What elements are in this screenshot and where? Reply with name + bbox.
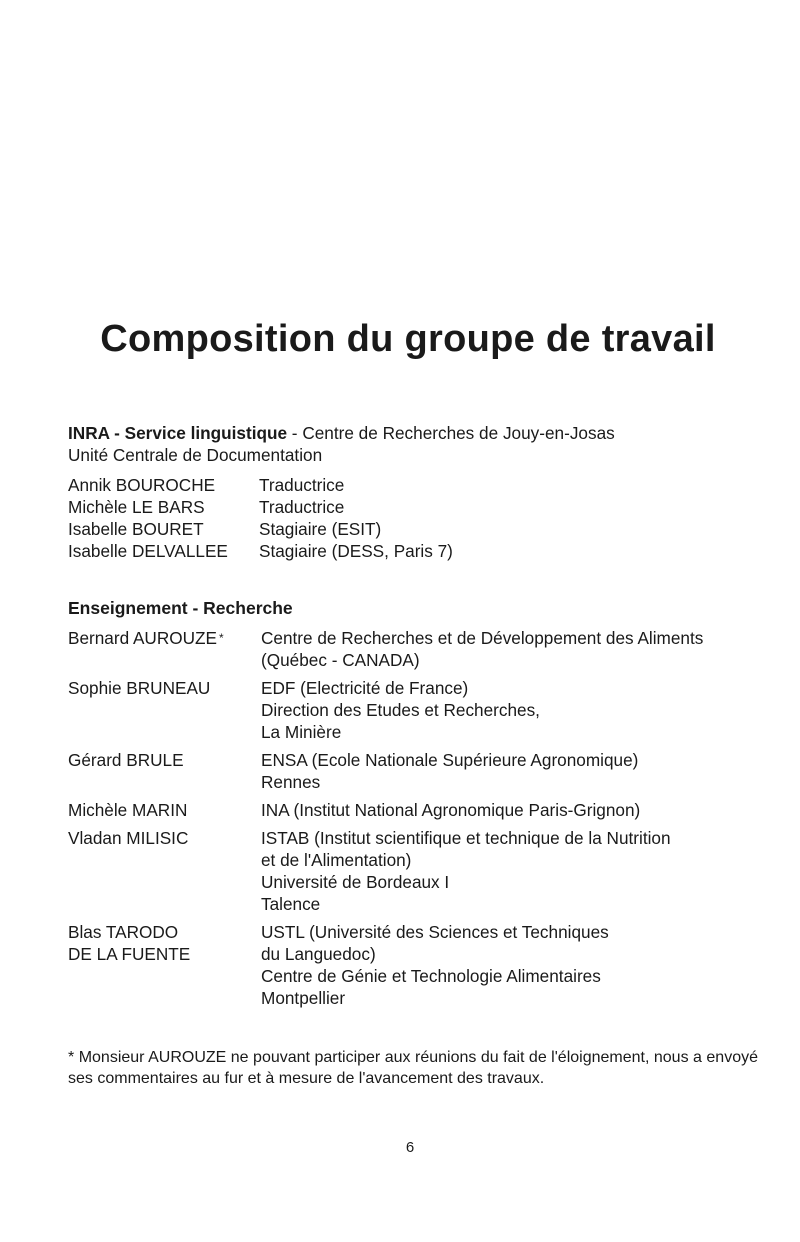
inra-service: Service linguistique xyxy=(124,423,288,443)
member-name-line: Sophie BRUNEAU xyxy=(68,678,211,698)
affiliation-line: La Minière xyxy=(261,722,342,742)
enseignement-title: Enseignement - Recherche xyxy=(68,598,293,618)
staff-role: Traductrice xyxy=(259,497,345,517)
member-name-line: Vladan MILISIC xyxy=(68,828,189,848)
member-name-line: Bernard AUROUZE xyxy=(68,628,218,648)
member-affiliation xyxy=(261,677,540,743)
member-row xyxy=(68,677,768,743)
footnote: * Monsieur AUROUZE ne pouvant participer aux réunions du fait de l'éloignement, nous a envoyé ses commentaires au fur et à mesure de l'avancement des travaux. xyxy=(68,1049,758,1087)
affiliation-line: ENSA (Ecole Nationale Supérieure Agronomique) xyxy=(261,750,639,770)
inra-section xyxy=(68,422,758,562)
staff-row xyxy=(68,496,758,518)
affiliation-line: Université de Bordeaux I xyxy=(261,872,450,892)
member-name xyxy=(68,921,261,1009)
staff-role: Stagiaire (DESS, Paris 7) xyxy=(259,541,453,561)
inra-centre: Centre de Recherches de Jouy-en-Josas xyxy=(302,423,615,443)
member-row xyxy=(68,799,768,821)
inra-unit: Unité Centrale de Documentation xyxy=(68,445,323,465)
affiliation-line: Rennes xyxy=(261,772,321,792)
member-row xyxy=(68,627,768,671)
affiliation-line: EDF (Electricité de France) xyxy=(261,678,469,698)
member-affiliation xyxy=(261,799,640,821)
affiliation-line: Centre de Génie et Technologie Alimentaires xyxy=(261,966,601,986)
staff-row xyxy=(68,474,758,496)
member-name xyxy=(68,827,261,915)
inra-sep-1: - xyxy=(109,423,125,443)
member-name xyxy=(68,749,261,793)
staff-name: Michèle LE BARS xyxy=(68,497,205,517)
member-row xyxy=(68,921,768,1009)
affiliation-line: Talence xyxy=(261,894,321,914)
affiliation-line: USTL (Université des Sciences et Techniques xyxy=(261,922,609,942)
staff-role: Traductrice xyxy=(259,475,345,495)
staff-name: Isabelle BOURET xyxy=(68,519,204,539)
staff-row xyxy=(68,518,758,540)
affiliation-line: (Québec - CANADA) xyxy=(261,650,420,670)
staff-name: Annik BOUROCHE xyxy=(68,475,216,495)
member-affiliation xyxy=(261,827,671,915)
affiliation-line: et de l'Alimentation) xyxy=(261,850,412,870)
member-name-line: Gérard BRULE xyxy=(68,750,184,770)
member-affiliation xyxy=(261,921,609,1009)
affiliation-line: Direction des Etudes et Recherches, xyxy=(261,700,540,720)
member-name-line: Blas TARODO xyxy=(68,922,179,942)
member-affiliation xyxy=(261,749,638,793)
affiliation-line: ISTAB (Institut scientifique et technique de la Nutrition xyxy=(261,828,671,848)
page-title: Composition du groupe de travail xyxy=(100,318,716,360)
inra-sep-2: - xyxy=(287,423,303,443)
staff-name: Isabelle DELVALLEE xyxy=(68,541,228,561)
affiliation-line: INA (Institut National Agronomique Paris-Grignon) xyxy=(261,800,641,820)
member-row xyxy=(68,749,768,793)
member-row xyxy=(68,827,768,915)
page-number: 6 xyxy=(405,1139,415,1156)
member-affiliation xyxy=(261,627,703,671)
member-name xyxy=(68,677,261,743)
member-name xyxy=(68,627,261,671)
affiliation-line: du Languedoc) xyxy=(261,944,376,964)
inra-header xyxy=(68,422,758,444)
affiliation-line: Montpellier xyxy=(261,988,346,1008)
staff-role: Stagiaire (ESIT) xyxy=(259,519,382,539)
member-name xyxy=(68,799,261,821)
affiliation-line: Centre de Recherches et de Développement des Aliments xyxy=(261,628,704,648)
inra-org: INRA xyxy=(68,423,110,443)
staff-row xyxy=(68,540,758,562)
staff-list xyxy=(68,474,758,562)
member-name-line: DE LA FUENTE xyxy=(68,944,191,964)
footnote-marker: * xyxy=(219,631,224,645)
members-list xyxy=(68,627,768,1015)
member-name-line: Michèle MARIN xyxy=(68,800,188,820)
